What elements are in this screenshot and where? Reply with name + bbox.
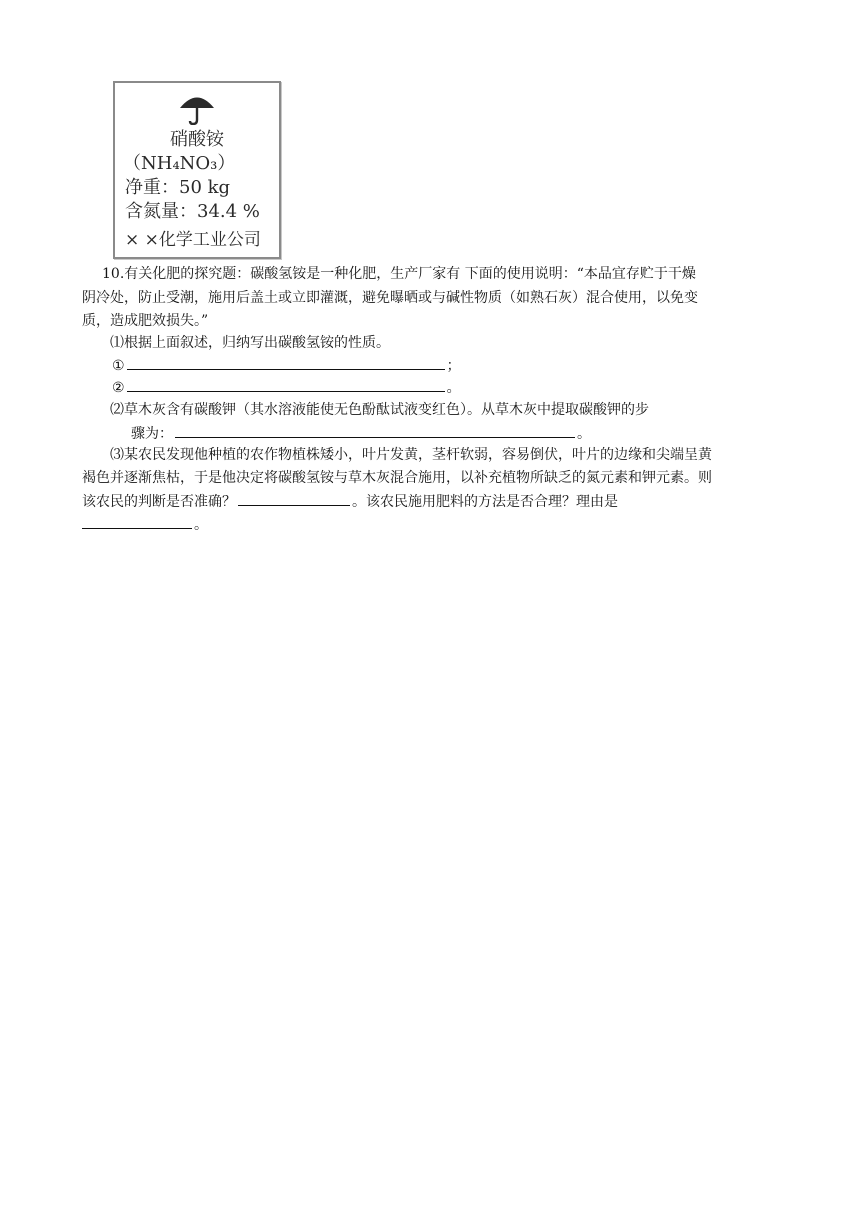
item1-marker: ①: [112, 358, 125, 374]
part1-prompt: ⑴根据上面叙述，归纳写出碳酸氢铵的性质。: [110, 335, 390, 351]
answer-blank-judgement[interactable]: [238, 490, 350, 506]
label-net-weight: 净重：50 kg: [125, 177, 231, 198]
answer-blank-reason[interactable]: [82, 513, 192, 529]
item1-end: ；: [446, 358, 461, 374]
item2-marker: ②: [112, 380, 125, 396]
part3-line1: ⑶某农民发现他种植的农作物植株矮小，叶片发黄，茎杆软弱，容易倒伏，叶片的边缘和尖端呈黄: [110, 447, 712, 463]
part2-steps-label: 骤为：: [131, 426, 173, 442]
part3-line3: [82, 490, 618, 513]
item2-end: 。: [446, 380, 461, 396]
part2-end: 。: [577, 426, 591, 442]
part3-line4: [82, 513, 208, 536]
part3-line2: 褐色并逐渐焦枯，于是他决定将碳酸氢铵与草木灰混合施用，以补充植物所缺乏的氮元素和钾元素。则: [82, 470, 712, 486]
part2-line1: ⑵草木灰含有碳酸钾（其水溶液能使无色酚酞试液变红色）。从草木灰中提取碳酸钾的步: [110, 402, 649, 418]
answer-blank-extraction-steps[interactable]: [175, 422, 575, 438]
part1-item2: [112, 376, 461, 399]
part1-item1: [112, 354, 461, 377]
part3-end: 。: [194, 517, 208, 533]
question-intro-line3: 质，造成肥效损失。”: [82, 313, 209, 329]
answer-blank-property-1[interactable]: [127, 354, 445, 370]
question-intro-line1: 10.有关化肥的探究题：碳酸氢铵是一种化肥，生产厂家有 下面的使用说明：“本品宜存贮于干燥: [102, 266, 696, 282]
part2-line2: [131, 422, 591, 445]
part3-method-question: 。该农民施用肥料的方法是否合理？理由是: [352, 494, 618, 510]
label-formula: （NH₄NO₃）: [123, 153, 236, 174]
label-nitrogen-content: 含氮量：34.4 %: [125, 201, 260, 222]
label-company: × ×化学工业公司: [125, 230, 261, 250]
part3-judgement-question: 该农民的判断是否准确？: [82, 494, 236, 510]
label-product-name: 硝酸铵: [170, 129, 224, 150]
question-intro-line2: 阴冷处，防止受潮，施用后盖土或立即灌溉，避免曝晒或与碱性物质（如熟石灰）混合使用，以免变: [82, 290, 698, 306]
answer-blank-property-2[interactable]: [127, 376, 445, 392]
fertilizer-label-image: [113, 81, 281, 259]
umbrella-icon: [178, 91, 216, 125]
